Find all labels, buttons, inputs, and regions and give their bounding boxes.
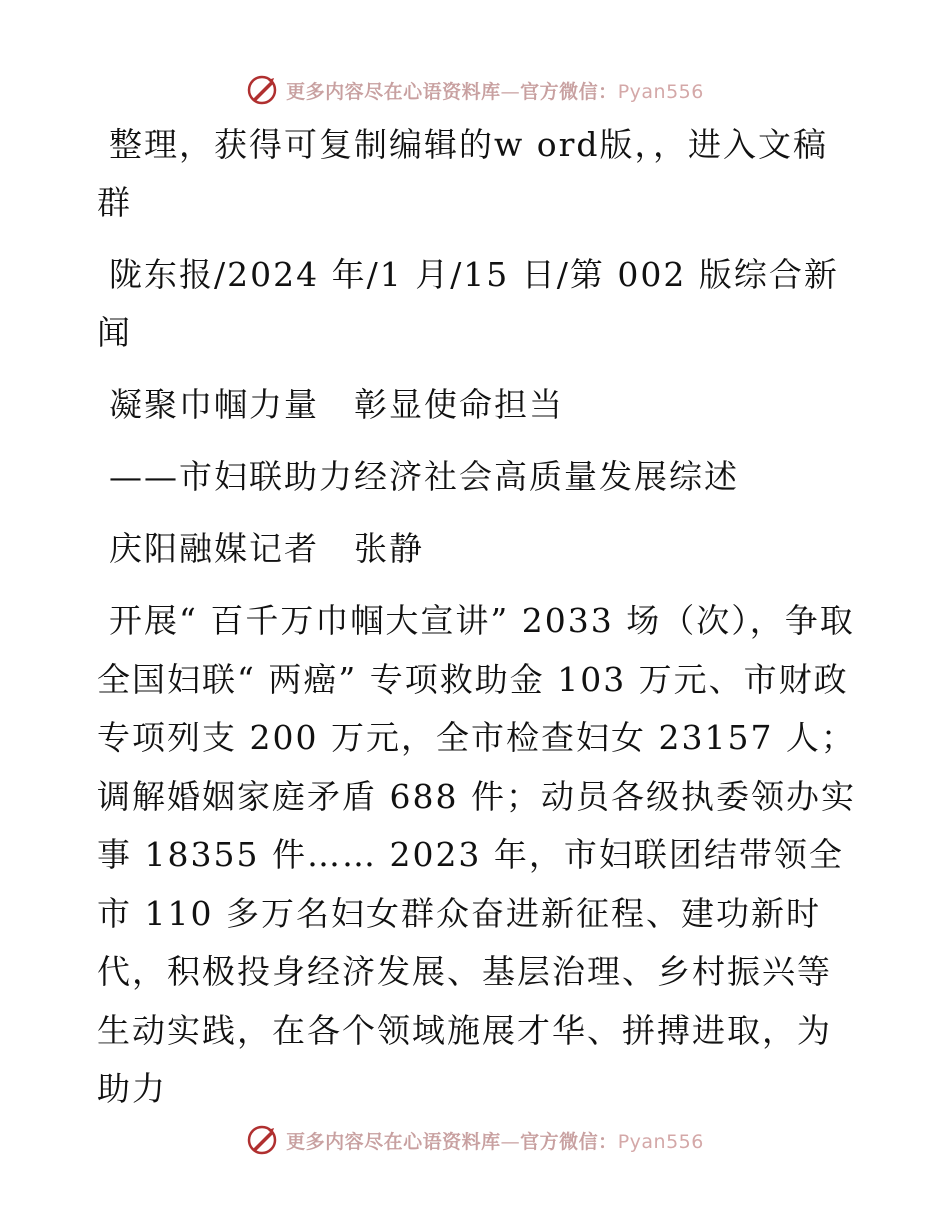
article-subtitle: ——市妇联助力经济社会高质量发展综述 <box>109 457 739 496</box>
quill-logo-icon <box>246 74 278 106</box>
header-banner-text <box>286 77 704 104</box>
header-banner <box>0 70 950 110</box>
footer-banner-official: 官方微信： <box>520 1130 618 1153</box>
header-banner-wechat: Pyan556 <box>617 80 704 103</box>
document-body <box>97 116 857 1119</box>
body-paragraph: 开展“ 百千万巾帼大宣讲” 2033 场（次），争取全国妇联“ 两癌” 专项救助金 103 万元、市财政专项列支 200 万元，全市检查妇女 23157 人；调解婚姻家庭矛盾 688 件；动员各级执委领办实事 18355 件…… 2023 年，市妇联团结带领全市 110 多万名妇女群众奋进新征程、建功新时代，积极投身经济发展、基层治理、乡村振兴等生动实践，在各个领域施展才华、拼搏进取，为助力 <box>97 601 856 1108</box>
intro-paragraph: 整理，获得可复制编辑的w ord版，，进入文稿群 <box>97 125 829 222</box>
header-banner-dash: — <box>500 80 521 103</box>
footer-banner <box>0 1120 950 1160</box>
footer-banner-main: 更多内容尽在心语资料库 <box>286 1130 501 1153</box>
footer-banner-dash: — <box>500 1130 521 1153</box>
header-banner-official: 官方微信： <box>520 80 618 103</box>
footer-banner-text <box>286 1127 704 1154</box>
author-line: 庆阳融媒记者 张静 <box>109 529 424 568</box>
quill-logo-icon <box>246 1124 278 1156</box>
footer-banner-wechat: Pyan556 <box>617 1130 704 1153</box>
source-line: 陇东报/2024 年/1 月/15 日/第 002 版综合新闻 <box>97 255 839 352</box>
article-title: 凝聚巾帼力量 彰显使命担当 <box>109 385 564 424</box>
header-banner-main: 更多内容尽在心语资料库 <box>286 80 501 103</box>
